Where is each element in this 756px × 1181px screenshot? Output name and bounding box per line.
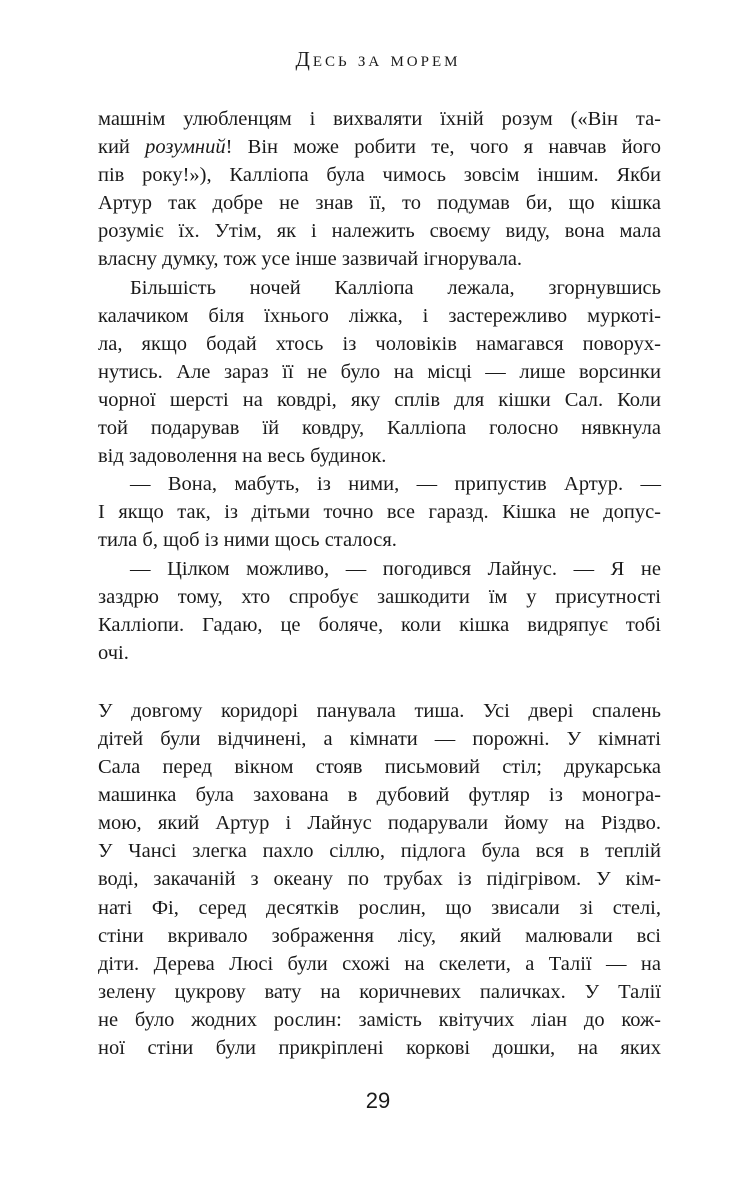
text-segment: калачиком біля їхнього ліжка, і застережливо муркоті-: [98, 304, 661, 327]
text-segment: кий: [98, 136, 146, 159]
text-segment: Більшість ночей Калліопа лежала, згорнувшись: [130, 276, 661, 299]
text-line: [98, 302, 661, 330]
text-line: [98, 639, 661, 667]
text-line: [98, 470, 661, 498]
text-line: [98, 1006, 661, 1034]
page-number: 29: [365, 1088, 391, 1113]
text-segment: не було жодних рослин: замість квітучих ліан до кож-: [98, 1008, 661, 1031]
text-segment: розуміє їх. Утім, як і належить своєму виду, вона мала: [98, 220, 661, 243]
text-line: [98, 837, 661, 865]
text-segment: дітей були відчинені, а кімнати — порожні. У кімнаті: [98, 727, 661, 750]
text-segment: ла, якщо бодай хтось із чоловіків намагався поворух-: [98, 332, 661, 355]
text-segment: власну думку, тож усе інше зазвичай ігнорувала.: [98, 248, 523, 271]
text-line: [98, 865, 661, 893]
text-line: [98, 217, 661, 245]
running-header: Десь за морем: [295, 47, 461, 71]
text-segment: машинка була захована в дубовий футляр із моногра-: [98, 784, 661, 807]
text-segment: Артур так добре не знав її, то подумав би, що кішка: [98, 192, 661, 215]
text-segment: — Цілком можливо, — погодився Лайнус. — Я не: [130, 557, 661, 580]
text-line: [98, 274, 661, 302]
paragraph: [98, 470, 661, 554]
text-line: [98, 161, 661, 189]
text-line: [98, 725, 661, 753]
text-segment: нутись. Але зараз її не було на місці — лише ворсинки: [98, 360, 661, 383]
text-line: [98, 414, 661, 442]
paragraph: [98, 697, 661, 1062]
text-line: [98, 894, 661, 922]
text-segment: зелену цукрову вату на коричневих паличках. У Талії: [98, 980, 661, 1003]
text-line: [98, 583, 661, 611]
paragraph: [98, 105, 661, 274]
text-block: [98, 105, 661, 1062]
italic-text: розумний: [145, 136, 226, 159]
paragraph: [98, 274, 661, 471]
text-segment: стіни вкривало зображення лісу, який малювали всі: [98, 924, 661, 947]
text-segment: У довгому коридорі панувала тиша. Усі двері спалень: [98, 699, 661, 722]
text-segment: той подарував їй ковдру, Калліопа голосно нявкнула: [98, 417, 661, 440]
text-segment: від задоволення на весь будинок.: [98, 445, 387, 468]
text-segment: машнім улюбленцям і вихваляти їхній розум («Він та-: [98, 108, 661, 130]
text-segment: мою, який Артур і Лайнус подарували йому на Різдво.: [98, 812, 661, 835]
paragraph: [98, 555, 661, 667]
text-line: [98, 498, 661, 526]
text-segment: тила б, щоб із ними щось сталося.: [98, 529, 397, 552]
text-line: [98, 105, 661, 133]
text-line: [98, 555, 661, 583]
text-segment: заздрю тому, хто спробує зашкодити їм у присутності: [98, 585, 661, 608]
text-line: [98, 781, 661, 809]
text-segment: Калліопи. Гадаю, це боляче, коли кішка видряпує тобі: [98, 613, 661, 636]
text-segment: ної стіни були прикріплені коркові дошки, на яких: [98, 1037, 661, 1059]
text-segment: чорної шерсті на ковдрі, яку сплів для кішки Сал. Коли: [98, 388, 661, 411]
text-line: [98, 386, 661, 414]
text-segment: діти. Дерева Люсі були схожі на скелети, а Талії — на: [98, 952, 661, 975]
text-segment: ! Він може робити те, чого я навчав його: [225, 136, 661, 159]
text-line: [98, 950, 661, 978]
text-segment: пів року!»), Калліопа була чимось зовсім іншим. Якби: [98, 164, 661, 187]
text-line: [98, 978, 661, 1006]
text-line: [98, 189, 661, 217]
text-segment: очі.: [98, 641, 129, 664]
text-line: [98, 611, 661, 639]
text-line: [98, 753, 661, 781]
text-segment: — Вона, мабуть, із ними, — припустив Артур. —: [130, 473, 661, 496]
text-line: [98, 1034, 661, 1062]
text-line: [98, 922, 661, 950]
text-segment: І якщо так, із дітьми точно все гаразд. Кішка не допус-: [98, 501, 661, 524]
text-line: [98, 442, 661, 470]
text-line: [98, 697, 661, 725]
text-line: [98, 526, 661, 554]
text-line: [98, 358, 661, 386]
text-segment: воді, закачаній з океану по трубах із підігрівом. У кім-: [98, 868, 661, 891]
text-segment: наті Фі, серед десятків рослин, що звисали зі стелі,: [98, 896, 661, 919]
text-line: [98, 809, 661, 837]
text-line: [98, 330, 661, 358]
text-line: [98, 245, 661, 273]
text-segment: У Чансі злегка пахло сіллю, підлога була вся в теплій: [98, 840, 661, 863]
text-segment: Сала перед вікном стояв письмовий стіл; друкарська: [98, 756, 661, 779]
text-line: [98, 133, 661, 161]
